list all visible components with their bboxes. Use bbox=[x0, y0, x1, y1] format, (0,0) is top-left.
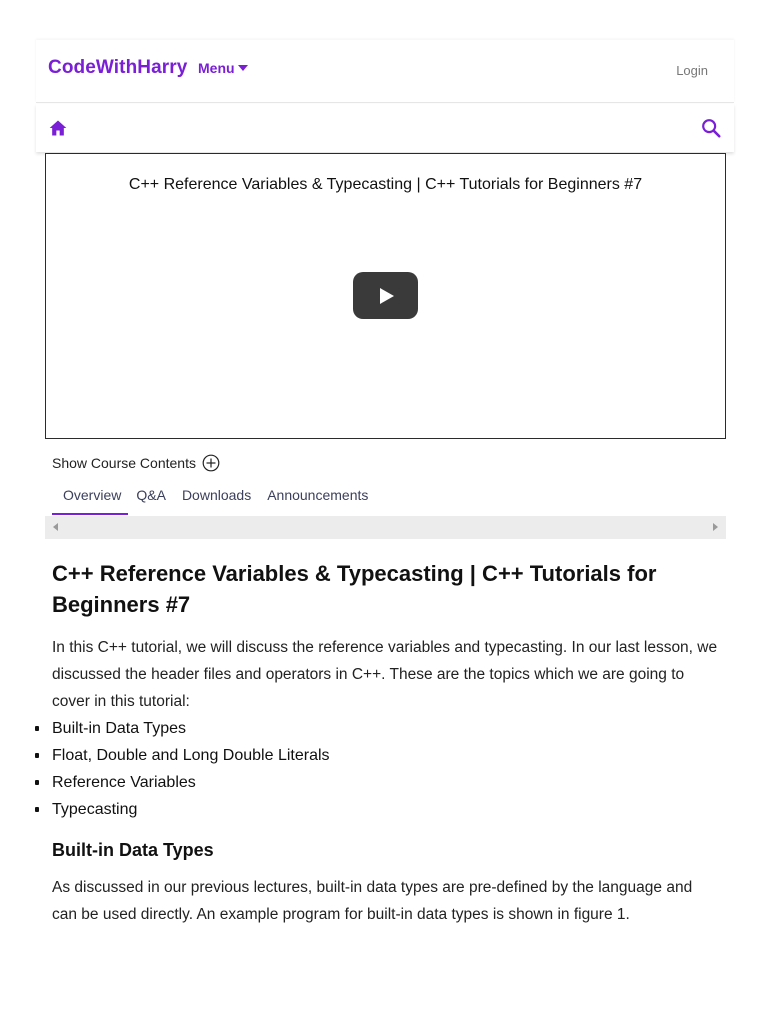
article-intro: In this C++ tutorial, we will discuss the reference variables and typecasting. In our last lesson, we discussed the header files and operators in C++. These are the topics which we are going to cover in this tutorial: bbox=[52, 639, 718, 710]
tab-qa[interactable]: Q&A bbox=[136, 487, 166, 503]
caret-down-icon bbox=[238, 64, 248, 72]
show-course-contents[interactable] bbox=[52, 454, 220, 472]
tab-overview[interactable]: Overview bbox=[52, 484, 128, 515]
course-tabs bbox=[52, 484, 376, 515]
show-course-contents-label: Show Course Contents bbox=[52, 455, 196, 471]
video-player[interactable] bbox=[45, 153, 726, 439]
topics-list bbox=[0, 715, 330, 823]
menu-label: Menu bbox=[198, 60, 235, 76]
play-icon bbox=[376, 286, 396, 306]
top-header bbox=[36, 40, 734, 103]
tab-announcements[interactable]: Announcements bbox=[267, 487, 369, 503]
list-item: Built-in Data Types bbox=[0, 715, 330, 742]
tab-downloads[interactable]: Downloads bbox=[181, 487, 252, 503]
nav-bar bbox=[36, 104, 734, 152]
list-item: Reference Variables bbox=[0, 769, 330, 796]
section-text: As discussed in our previous lectures, built-in data types are pre-defined by the language and can be used directly. An example program for built-in data types is shown in figure 1. bbox=[52, 879, 693, 923]
tabs-scrollbar[interactable] bbox=[45, 516, 726, 539]
scroll-right-arrow-icon[interactable] bbox=[713, 523, 718, 531]
section-heading: Built-in Data Types bbox=[52, 840, 214, 860]
play-button[interactable] bbox=[353, 272, 418, 319]
article-title: C++ Reference Variables & Typecasting | C++ Tutorials for Beginners #7 bbox=[52, 561, 657, 617]
brand-logo[interactable]: CodeWithHarry bbox=[48, 57, 188, 78]
home-icon[interactable] bbox=[48, 118, 68, 138]
search-icon[interactable] bbox=[700, 117, 722, 139]
video-title[interactable]: C++ Reference Variables & Typecasting | C++ Tutorials for Beginners #7 bbox=[128, 176, 643, 193]
scroll-left-arrow-icon[interactable] bbox=[53, 523, 58, 531]
menu-button[interactable] bbox=[198, 60, 248, 76]
plus-circle-icon bbox=[202, 454, 220, 472]
list-item: Float, Double and Long Double Literals bbox=[0, 742, 330, 769]
list-item: Typecasting bbox=[0, 796, 330, 823]
login-link[interactable]: Login bbox=[676, 63, 708, 78]
